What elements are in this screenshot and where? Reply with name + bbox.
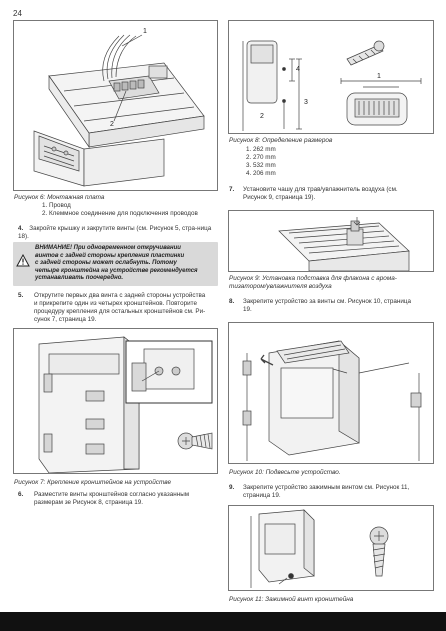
step-4-number: 4. — [18, 225, 24, 232]
step-7-line-1: Установите чашу для трав/увлажнитель воздуха (см. — [243, 186, 398, 193]
step-8-number: 8. — [229, 298, 235, 305]
figure-9-caption — [229, 275, 434, 291]
figure-8-callout-4: 4 — [296, 66, 300, 73]
step-7-line-2: Рисунок 9, страница 19). — [243, 194, 316, 201]
hang-device-illustration — [229, 323, 433, 463]
step-7 — [229, 186, 434, 202]
step-5-line-1: Открутите первых два винта с задней стороны устройства — [34, 292, 206, 299]
mounting-board-illustration — [14, 21, 217, 190]
step-4 — [18, 225, 218, 241]
aroma-holder-illustration — [229, 211, 433, 271]
figure-6-legend-item-1: 1. Провод — [42, 202, 71, 209]
step-5 — [18, 292, 223, 324]
figure-10-caption: Рисунок 10: Подвесьте устройство. — [229, 469, 341, 476]
figure-6-callout-1: 1 — [143, 28, 147, 35]
warning-line-3: с задней стороны может ослабнуть. Потому — [35, 260, 177, 267]
step-8 — [229, 298, 434, 314]
figure-8-callout-3: 3 — [304, 99, 308, 106]
step-8-line-1: Закрепите устройство за винты см. Рисунок 10, страница — [243, 298, 412, 305]
warning-line-4: четыре кронштейна на устройстве рекомендуется — [35, 267, 198, 274]
step-9-number: 9. — [229, 484, 235, 491]
step-9 — [229, 484, 434, 500]
figure-7-bracket-mounting — [13, 328, 218, 474]
figure-8-dimension-list — [246, 146, 366, 178]
step-9-line-2: страница 19. — [243, 492, 281, 499]
figure-9-caption-line-1: Рисунок 9: Установка подставка для флакона с арома- — [229, 275, 397, 282]
dimension-1: 1. 262 mm — [246, 146, 276, 153]
figure-10-hang-device — [228, 322, 434, 464]
figure-6-mounting-board — [13, 20, 218, 191]
warning-triangle-icon — [16, 254, 30, 267]
page-footer-bar — [0, 612, 446, 631]
figure-6-caption: Рисунок 6: Монтажная плата — [14, 194, 105, 201]
dimension-3: 3. 532 mm — [246, 162, 276, 169]
step-9-line-1: Закрепите устройство зажимным винтом см. Рисунок 11, — [243, 484, 410, 491]
step-6-number: 6. — [18, 491, 24, 498]
step-5-number: 5. — [18, 292, 24, 299]
dimension-4: 4. 206 mm — [246, 170, 276, 177]
figure-9-caption-line-2: тизатором/увлажнителя воздуха — [229, 283, 332, 290]
warning-box — [13, 242, 218, 286]
dimension-2: 2. 270 mm — [246, 154, 276, 161]
figure-6-legend-item-2: 2. Клеммное соединение для подключения проводов — [42, 210, 198, 217]
step-7-number: 7. — [229, 186, 235, 193]
figure-8-caption: Рисунок 8: Определение размеров — [229, 137, 333, 144]
figure-8-callout-2: 2 — [260, 113, 264, 120]
figure-9-aroma-holder — [228, 210, 434, 272]
bracket-mounting-illustration — [14, 329, 217, 473]
figure-7-caption: Рисунок 7: Крепление кронштейнов на устройстве — [14, 479, 172, 486]
step-6 — [18, 491, 223, 507]
step-8-line-2: 19. — [243, 306, 252, 313]
step-5-line-4: сунок 7, страница 19. — [34, 316, 97, 323]
figure-6-callout-2: 2 — [110, 121, 114, 128]
warning-line-1: ВНИМАНИЕ! При одновременном откручивании — [35, 245, 181, 251]
step-6-line-2: размерам зе Рисунок 8, страница 19. — [34, 499, 143, 506]
warning-line-2: винтов с задней стороны крепления пластинки — [35, 252, 185, 259]
warning-line-5: устанавливать поочередно. — [35, 275, 124, 282]
figure-8-dimensions — [228, 20, 434, 134]
clamping-screw-illustration — [229, 506, 433, 590]
figure-11-clamping-screw — [228, 505, 434, 591]
step-4-text: Закройте крышку и закрутите винты (см. Рисунок 5, стра-ница 18). — [18, 225, 212, 240]
warning-text — [35, 245, 217, 283]
step-6-line-1: Разместите винты кронштейнов согласно указанным — [34, 491, 190, 498]
page-number: 24 — [13, 9, 22, 18]
figure-8-callout-1: 1 — [377, 73, 381, 80]
step-5-line-3: процедуру крепления для остальных кронштейнов см. Ри- — [34, 308, 206, 315]
figure-6-legend — [42, 202, 222, 218]
step-5-line-2: и прикрепите один из четырех кронштейнов. Повторите — [34, 300, 197, 307]
figure-11-caption: Рисунок 11: Зажимной винт кронштейна — [229, 596, 354, 603]
